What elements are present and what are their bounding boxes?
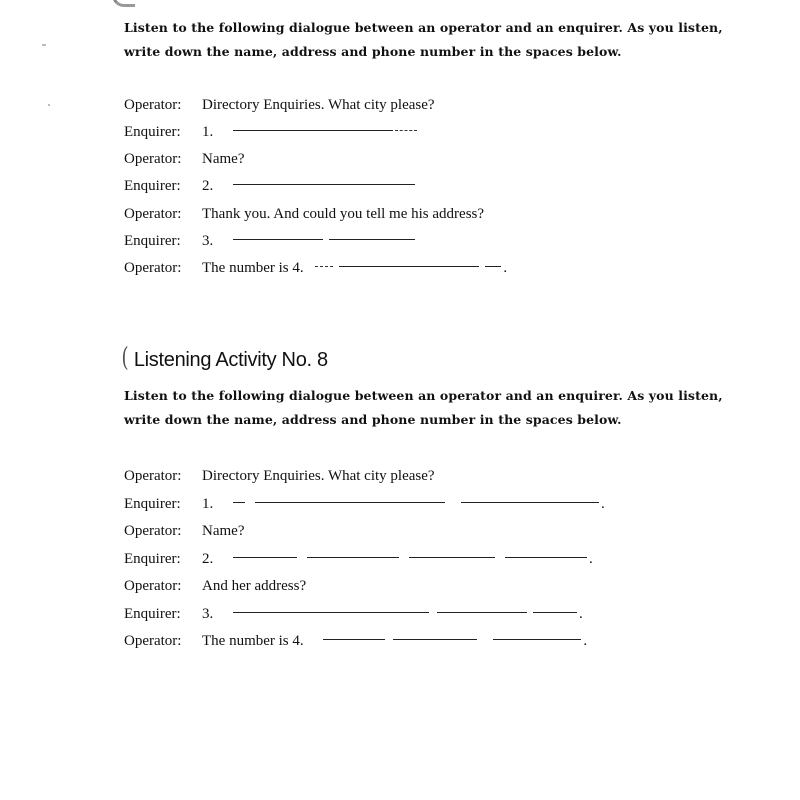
- instructions-line: write down the name, address and phone number in the spaces below.: [124, 44, 622, 59]
- speaker-label: Enquirer:: [124, 606, 181, 622]
- dialogue-text: And her address?: [202, 578, 307, 594]
- answer-blank[interactable]: [233, 556, 297, 558]
- item-number: The number is 4.: [202, 260, 304, 276]
- scan-speck: [42, 44, 46, 46]
- item-number: 1.: [202, 496, 214, 512]
- item-number: The number is 4.: [202, 633, 304, 649]
- section7-instructions: [124, 16, 754, 64]
- instructions-line: write down the name, address and phone number in the spaces below.: [124, 412, 622, 427]
- dialogue-line: [124, 520, 244, 542]
- item-number: 1.: [202, 124, 214, 140]
- answer-blank[interactable]: [233, 611, 429, 613]
- period: .: [579, 606, 583, 622]
- answer-blank[interactable]: [437, 611, 527, 613]
- activity-bracket-icon: [112, 0, 135, 7]
- dialogue-line: [124, 148, 244, 170]
- answer-blank[interactable]: [233, 183, 415, 185]
- answer-blank[interactable]: [493, 638, 581, 640]
- dialogue-text: Thank you. And could you tell me his address?: [202, 206, 485, 222]
- speaker-label: Operator:: [124, 260, 182, 276]
- dialogue-line: [124, 630, 587, 652]
- dialogue-line: [124, 203, 484, 225]
- dialogue-line: [124, 465, 435, 487]
- item-number: 2.: [202, 178, 214, 194]
- speaker-label: Enquirer:: [124, 178, 181, 194]
- scan-speck: [48, 104, 50, 106]
- answer-blank[interactable]: [233, 501, 245, 503]
- dialogue-line: [124, 603, 583, 625]
- speaker-label: Operator:: [124, 633, 182, 649]
- speaker-label: Operator:: [124, 523, 182, 539]
- item-number: 2.: [202, 551, 214, 567]
- dialogue-line: [124, 493, 605, 515]
- speaker-label: Operator:: [124, 97, 182, 113]
- answer-blank[interactable]: [485, 265, 501, 267]
- instructions-line: Listen to the following dialogue between an operator and an enquirer. As you listen,: [124, 388, 723, 403]
- speaker-label: Operator:: [124, 206, 182, 222]
- period: .: [589, 551, 593, 567]
- period: .: [601, 496, 605, 512]
- dialogue-text: Name?: [202, 151, 245, 167]
- activity-title-text: Listening Activity No. 8: [133, 349, 328, 371]
- speaker-label: Enquirer:: [124, 124, 181, 140]
- speaker-label: Operator:: [124, 468, 182, 484]
- answer-blank[interactable]: [461, 501, 599, 503]
- dialogue-line: [124, 575, 306, 597]
- activity-title: [120, 343, 328, 373]
- dialogue-line: [124, 257, 507, 279]
- answer-blank[interactable]: [395, 129, 417, 131]
- answer-blank[interactable]: [329, 238, 415, 240]
- dialogue-line: [124, 121, 417, 143]
- item-number: 3.: [202, 606, 214, 622]
- answer-blank[interactable]: [233, 238, 323, 240]
- speaker-label: Enquirer:: [124, 496, 181, 512]
- speaker-label: Enquirer:: [124, 551, 181, 567]
- activity-bracket-icon: (: [121, 343, 129, 373]
- period: .: [583, 633, 588, 649]
- dialogue-line: [124, 94, 435, 116]
- dialogue-text: Directory Enquiries. What city please?: [202, 468, 435, 484]
- answer-blank[interactable]: [323, 638, 385, 640]
- period: .: [503, 260, 508, 276]
- answer-blank[interactable]: [307, 556, 399, 558]
- answer-blank[interactable]: [233, 129, 393, 131]
- speaker-label: Operator:: [124, 578, 182, 594]
- answer-blank[interactable]: [409, 556, 495, 558]
- answer-blank[interactable]: [339, 265, 479, 267]
- speaker-label: Enquirer:: [124, 233, 181, 249]
- section8-instructions: [124, 384, 754, 432]
- dialogue-text: Directory Enquiries. What city please?: [202, 97, 435, 113]
- answer-blank[interactable]: [255, 501, 445, 503]
- dialogue-line: [124, 175, 415, 197]
- speaker-label: Operator:: [124, 151, 182, 167]
- dialogue-line: [124, 230, 415, 252]
- dialogue-line: [124, 548, 593, 570]
- instructions-line: Listen to the following dialogue between an operator and an enquirer. As you listen,: [124, 20, 723, 35]
- answer-blank[interactable]: [533, 611, 577, 613]
- item-number: 3.: [202, 233, 214, 249]
- answer-blank[interactable]: [315, 265, 333, 267]
- answer-blank[interactable]: [505, 556, 587, 558]
- answer-blank[interactable]: [393, 638, 477, 640]
- dialogue-text: Name?: [202, 523, 245, 539]
